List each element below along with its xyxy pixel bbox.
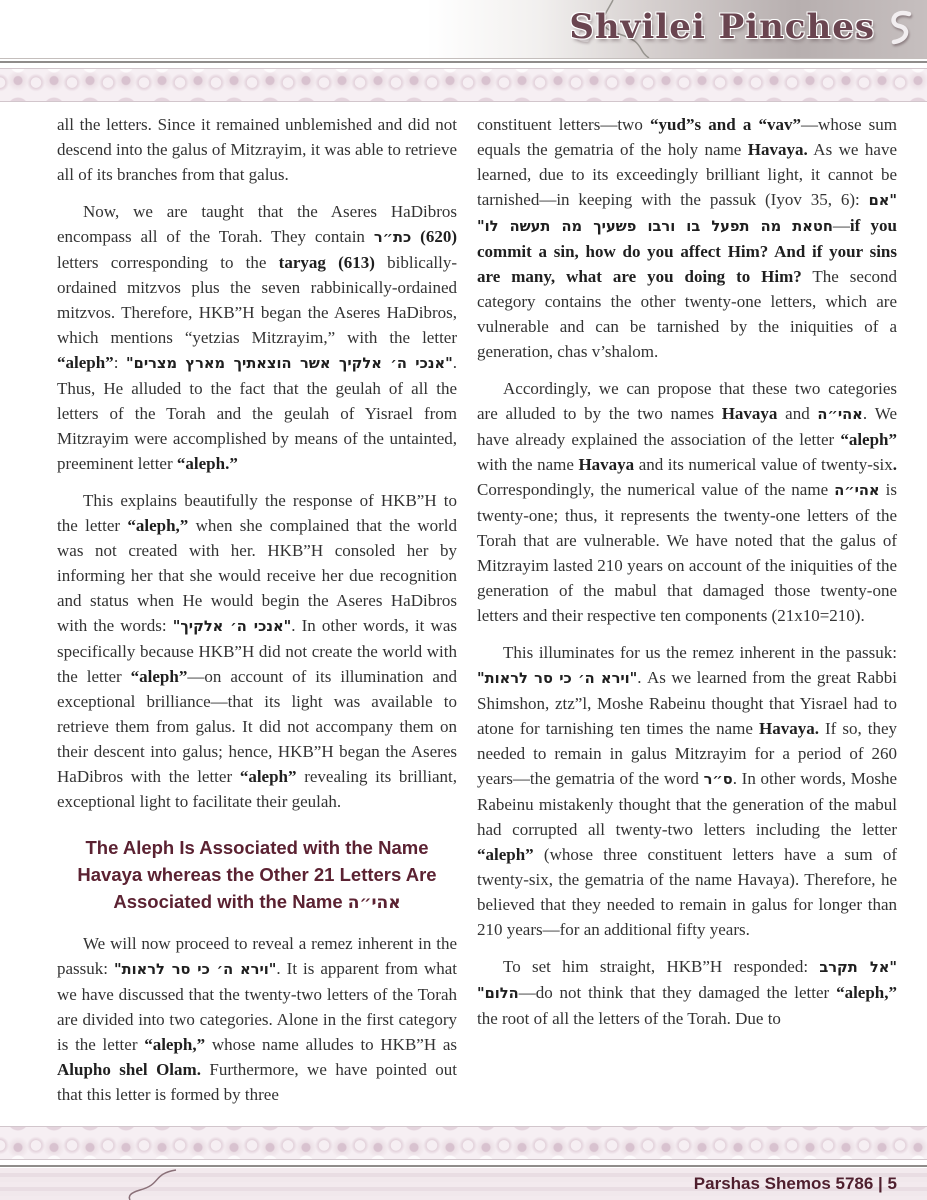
right-column [477,112,897,1126]
text-segment: This illuminates for us the remez inherent in the passuk: [503,643,897,662]
text-segment: Havaya. [758,719,819,738]
text-segment: if you commit a sin, how do you affect Him? And if your sins are many, what are you doing to Him? [477,216,897,286]
text-segment: . As we learned from the great Rabbi Shimshon, ztz”l, Moshe Rabeinu thought that Yisrael had to atone for tarnishing ten times the name [477,668,897,738]
footer-divider [0,1160,927,1168]
text-segment: As we have learned, due to its exceedingly brilliant light, it cannot be tarnished—in keeping with the passuk (Iyov 35, 6): [477,140,897,209]
hebrew-phrase: "וירא ה׳ כי סר לראות" [477,670,638,687]
text-segment: all the letters. Since it remained unblemished and did not descend into the galus of Mitzrayim, it was able to retrieve all of its branches from that galus. [57,115,457,184]
section-heading [61,834,453,917]
text-segment: Havaya [721,404,778,423]
footer-page-label: Parshas Shemos 5786 | 5 [693,1174,897,1193]
text-segment: . Thus, He alluded to the fact that the geulah of all the letters of the Torah and the geulah of Yisrael from Mitzrayim were accomplished by means of the untainted, preeminent letter [57,353,457,473]
paragraph [57,112,457,187]
text-segment: Accordingly, we can propose that these two categories are alluded to by the two names [477,379,897,423]
footer-curve-icon [118,1168,188,1200]
text-segment: “aleph” [239,767,297,786]
hebrew-phrase: כת״ר [373,229,412,246]
lace-border-bottom [0,1126,927,1160]
text-segment: “yud”s and a “vav” [650,115,802,134]
text-segment: . In other words, Moshe Rabeinu mistakenly thought that the generation of the mabul had corrupted all twenty-two letters including the letter [477,769,897,839]
text-segment: and [777,404,818,423]
swirl-right-icon [885,8,915,46]
paragraph [57,931,457,1107]
text-segment: —whose sum equals the gematria of the holy name [477,115,898,159]
text-segment: (whose three constituent letters have a sum of twenty-six, the gematria of the name Havaya). Therefore, he believed that they needed to remain in galus for longer than 210 years—for an additional fifty years. [477,845,897,939]
text-segment: If so, they needed to remain in galus Mitzrayim for a period of 260 years—the gematria of the word [477,719,897,788]
text-segment: taryag (613) [278,253,375,272]
hebrew-phrase: אהי״ה [817,406,863,423]
header-divider [0,58,927,68]
text-segment: Havaya [578,455,635,474]
hebrew-phrase: "אנכי ה׳ אלקיך" [172,618,292,635]
text-segment: — [832,216,850,235]
text-segment: “aleph,” [144,1035,206,1054]
text-segment: Alupho shel Olam. [57,1060,201,1079]
text-segment: whose name alludes to HKB”H as [205,1035,457,1054]
text-segment: To set him straight, HKB”H responded: [503,957,820,976]
text-segment: Now, we are taught that the Aseres HaDibros encompass all of the Torah. They contain [57,202,457,246]
text-segment: the root of all the letters of the Torah. Due to [477,1009,781,1028]
paragraph [477,640,897,942]
text-segment: —on account of its illumination and exceptional brilliance—that its light was available to retrieve them from galus. It did not accompany them on their descent into galus; hence, HKB”H began the Aseres HaDibros with the letter [57,667,457,786]
text-segment: “aleph,” [836,983,897,1002]
text-segment: —do not think that they damaged the letter [518,983,837,1002]
text-segment: The second category contains the other twenty-one letters, which are vulnerable and can be tarnished by the iniquities of a generation, chas v’shalom. [477,267,897,361]
hebrew-phrase: "אל תקרב הלום" [477,959,898,1002]
text-segment: “aleph” [130,667,188,686]
text-segment: . [892,455,897,474]
page-title: Shvilei Pinches [569,7,875,47]
text-segment: . It is apparent from what we have discussed that the twenty-two letters of the Torah are divided into two categories. Alone in the first category is the letter [57,959,457,1054]
text-segment: is twenty-one; thus, it represents the twenty-one letters of the Torah that are vulnerable. We have noted that the galus of Mitzrayim lasted 210 years on account of the iniquities of the generation of the mabul that damaged those twenty-one letters and their respective ten components (21x10=210). [477,480,897,625]
text-segment: “aleph” [840,430,897,449]
text-segment: revealing its brilliant, exceptional light to facilitate their geulah. [57,767,457,811]
hebrew-phrase: "אנכי ה׳ אלקיך אשר הוצאתיך מארץ מצרים" [126,355,453,372]
page-header [0,0,927,58]
text-segment: Havaya. [747,140,808,159]
document-body [0,102,927,1126]
text-segment: The Aleph Is Associated with the Name Havaya whereas the Other 21 Letters Are Associated with the Name [77,837,437,912]
text-segment: Correspondingly, the numerical value of the name [477,480,835,499]
text-segment: “aleph” [57,353,114,372]
text-segment: with the name [477,455,579,474]
paragraph [477,112,897,364]
text-segment: . We have already explained the association of the letter [477,404,898,449]
hebrew-phrase: אהי״ה [834,482,880,499]
text-segment: and its numerical value of twenty-six [634,455,893,474]
text-segment: (620) [411,227,457,246]
text-segment: “aleph.” [176,454,238,473]
text-segment: “aleph,” [127,516,189,535]
text-segment: “aleph” [477,845,534,864]
paragraph [477,954,897,1031]
text-segment: biblically-ordained mitzvos plus the seven rabbinically-ordained mitzvos. Therefore, HKB”H began the Aseres HaDibros, which mentions “yetzias Mitzrayim,” with the letter [57,253,457,347]
paragraph [57,488,457,814]
text-segment: . In other words, it was specifically because HKB”H did not create the world with the letter [57,616,457,686]
text-segment: Furthermore, we have pointed out that this letter is formed by three [57,1060,458,1104]
paragraph [57,199,457,476]
hebrew-phrase: "אם חטאת מה תפעל בו ורבו פשעיך מה תעשה לו" [477,192,897,235]
lace-border-top [0,68,927,102]
left-column [57,112,457,1126]
text-segment: when she complained that the world was not created with her. HKB”H consoled her by informing her that she would receive her due recognition and status when He would begin the Aseres HaDibros with the words: [57,516,457,635]
hebrew-phrase: אהי״ה [347,893,401,913]
hebrew-phrase: ס״ר [703,771,733,788]
page-footer [0,1168,927,1200]
text-segment: constituent letters—two [477,115,651,134]
text-segment: We will now proceed to reveal a remez inherent in the passuk: [57,934,457,978]
text-segment: : [113,353,127,372]
paragraph [477,376,897,628]
text-segment: This explains beautifully the response of HKB”H to the letter [57,491,457,535]
hebrew-phrase: "וירא ה׳ כי סר לראות" [114,961,277,978]
text-segment: letters corresponding to the [57,253,279,272]
